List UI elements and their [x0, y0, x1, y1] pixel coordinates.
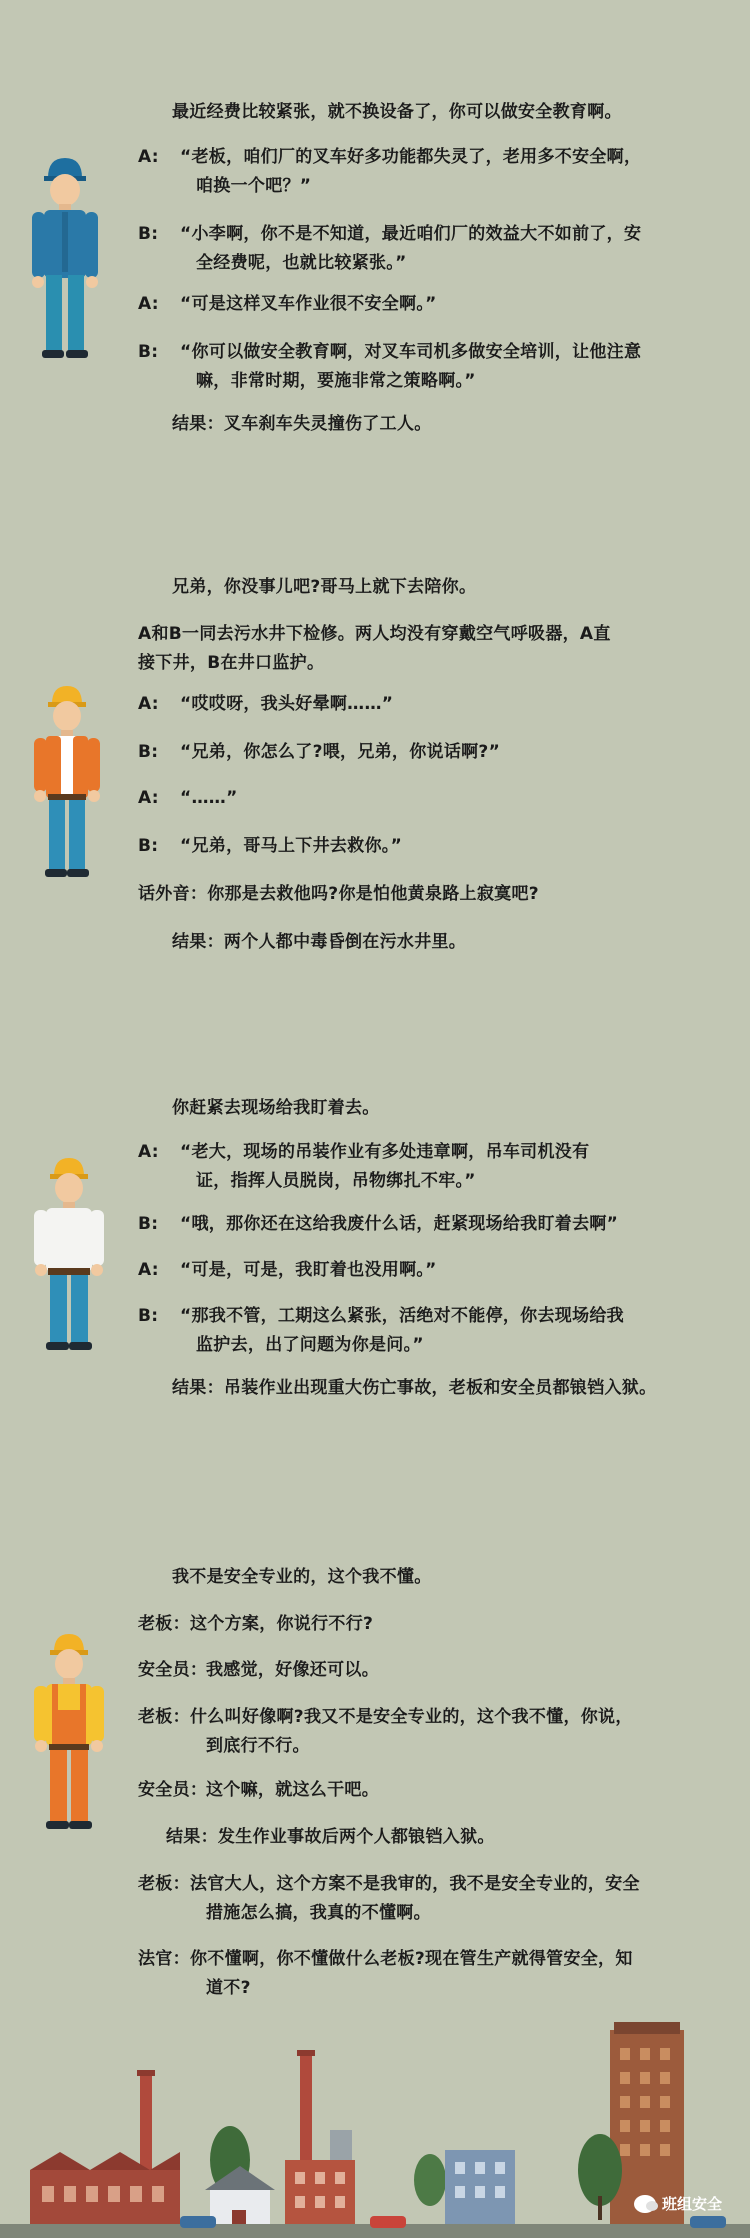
speaker-label: A: [138, 294, 159, 314]
speaker-label: 老板： [138, 1614, 190, 1634]
dialogue-line: 你不懂啊，你不懂做什么老板?现在管生产就得管安全，知 [190, 1949, 633, 1969]
dialogue-line-cont: 咱换一个吧？” [196, 176, 312, 196]
section-2-para: A和B一同去污水井下检修。两人均没有穿戴空气呼吸器，A直 [138, 624, 611, 644]
section-2-aside: 话外音：你那是去救他吗?你是怕他黄泉路上寂寞吧? [138, 884, 539, 904]
dialogue-line: “老板，咱们厂的叉车好多功能都失灵了，老用多不安全啊， [180, 147, 642, 167]
watermark-text: 班组安全 [661, 2195, 722, 2213]
dialogue-line: “兄弟，哥马上下井去救你。” [180, 836, 403, 856]
dialogue-line-cont: 道不? [206, 1978, 251, 1998]
section-3-intro: 你赶紧去现场给我盯着去。 [172, 1098, 380, 1118]
dialogue-line-cont: 到底行不行。 [206, 1736, 310, 1756]
section-1-intro: 最近经费比较紧张，就不换设备了，你可以做安全教育啊。 [172, 102, 622, 122]
dialogue-line-cont: 措施怎么搞，我真的不懂啊。 [206, 1903, 431, 1923]
section-2-result: 结果：两个人都中毒昏倒在污水井里。 [172, 932, 467, 952]
dialogue-line: “老大，现场的吊装作业有多处违章啊，吊车司机没有 [180, 1142, 590, 1162]
dialogue-line: 法官大人，这个方案不是我审的，我不是安全专业的，安全 [190, 1874, 640, 1894]
dialogue-line: “……” [180, 788, 238, 808]
dialogue-line: “小李啊，你不是不知道，最近咱们厂的效益大不如前了，安 [180, 224, 642, 244]
section-2-para-cont: 接下井，B在井口监护。 [138, 653, 325, 673]
speaker-label: A: [138, 1260, 159, 1280]
worker-figure-blue [26, 150, 104, 362]
speaker-label: 老板： [138, 1707, 190, 1727]
section-2-intro: 兄弟，你没事儿吧?哥马上就下去陪你。 [172, 577, 477, 597]
speaker-label: 安全员： [138, 1780, 208, 1800]
dialogue-line: “可是这样叉车作业很不安全啊。” [180, 294, 437, 314]
speaker-label: A: [138, 788, 159, 808]
speaker-label: A: [138, 147, 159, 167]
dialogue-line: 我感觉，好像还可以。 [206, 1660, 379, 1680]
wechat-icon [634, 2195, 656, 2213]
section-3-result: 结果：吊装作业出现重大伤亡事故，老板和安全员都锒铛入狱。 [172, 1378, 657, 1398]
speaker-label: 安全员： [138, 1660, 208, 1680]
section-4-result: 结果：发生作业事故后两个人都锒铛入狱。 [166, 1827, 495, 1847]
speaker-label: B: [138, 224, 159, 244]
speaker-label: B: [138, 742, 159, 762]
dialogue-line: “兄弟，你怎么了?喂，兄弟，你说话啊?” [180, 742, 501, 762]
dialogue-line: “哎哎呀，我头好晕啊……” [180, 694, 394, 714]
speaker-label: 老板： [138, 1874, 190, 1894]
worker-figure-white-shirt [30, 1152, 108, 1352]
speaker-label: B: [138, 1214, 159, 1234]
dialogue-line: “你可以做安全教育啊，对叉车司机多做安全培训，让他注意 [180, 342, 642, 362]
dialogue-line-cont: 监护去，出了问题为你是问。” [196, 1335, 424, 1355]
dialogue-line: “哦，那你还在这给我废什么话，赶紧现场给我盯着去啊” [180, 1214, 619, 1234]
worker-figure-yellow-overalls [30, 1628, 108, 1833]
worker-figure-orange-vest [28, 680, 106, 880]
dialogue-line: 这个嘛，就这么干吧。 [206, 1780, 379, 1800]
dialogue-line: “那我不管，工期这么紧张，活绝对不能停，你去现场给我 [180, 1306, 624, 1326]
dialogue-line-cont: 嘛，非常时期，要施非常之策略啊。” [196, 371, 476, 391]
speaker-label: B: [138, 342, 159, 362]
speaker-label: B: [138, 836, 159, 856]
section-1-result: 结果：叉车刹车失灵撞伤了工人。 [172, 414, 432, 434]
speaker-label: B: [138, 1306, 159, 1326]
dialogue-line-cont: 全经费呢，也就比较紧张。” [196, 253, 407, 273]
dialogue-line: “可是，可是，我盯着也没用啊。” [180, 1260, 437, 1280]
speaker-label: A: [138, 1142, 159, 1162]
dialogue-line: 什么叫好像啊?我又不是安全专业的，这个我不懂，你说， [190, 1707, 633, 1727]
speaker-label: A: [138, 694, 159, 714]
watermark [634, 2193, 722, 2214]
speaker-label: 法官： [138, 1949, 190, 1969]
dialogue-line-cont: 证，指挥人员脱岗，吊物绑扎不牢。” [196, 1171, 476, 1191]
dialogue-line: 这个方案，你说行不行? [190, 1614, 374, 1634]
section-4-intro: 我不是安全专业的，这个我不懂。 [172, 1567, 432, 1587]
